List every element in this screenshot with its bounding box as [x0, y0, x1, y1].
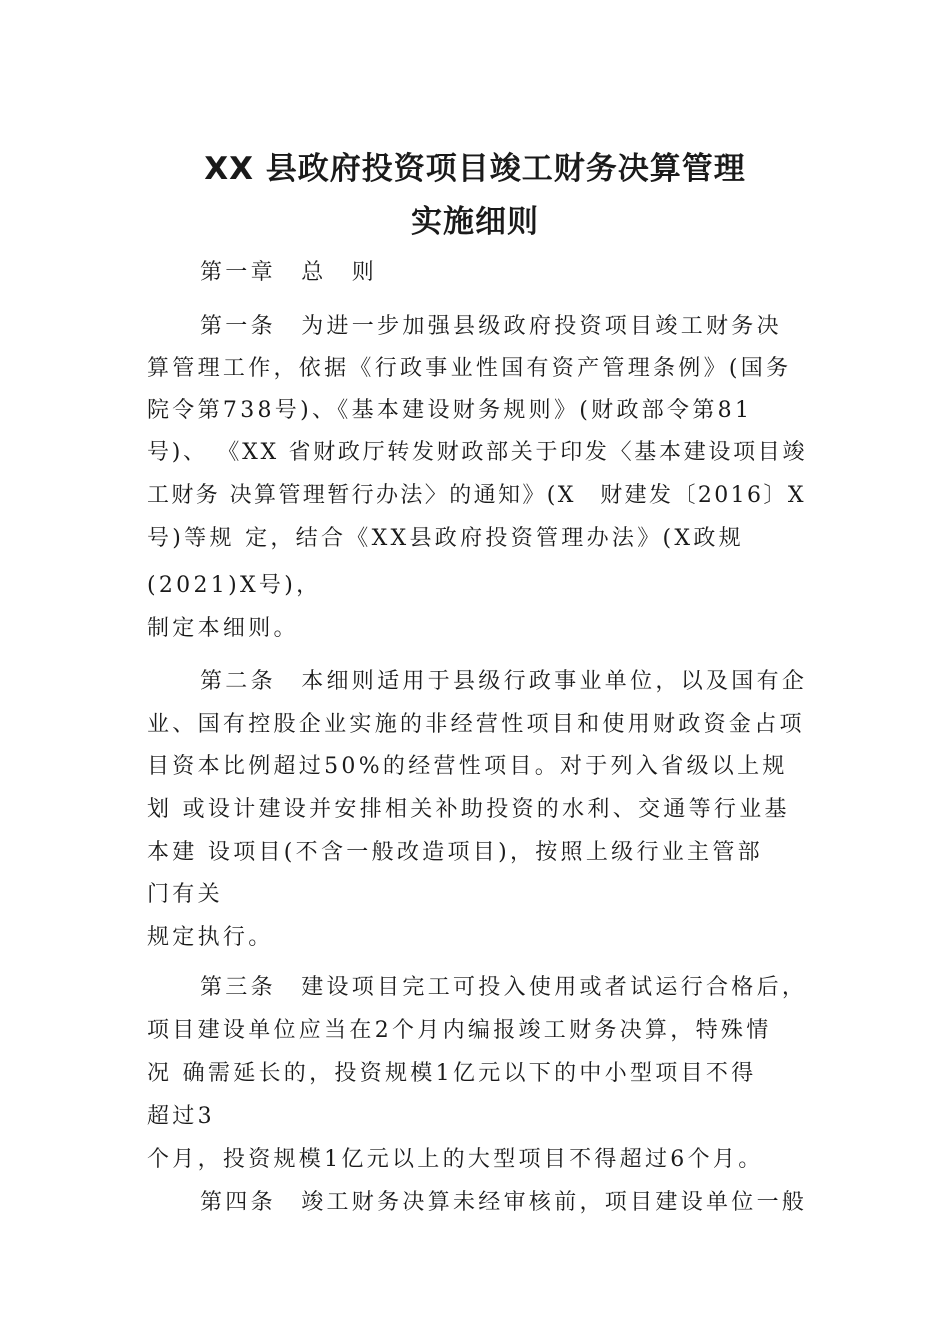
article-2-line: 目资本比例超过50%的经营性项目。对于列入省级以上规 — [147, 754, 788, 779]
article-2-line: 划 或设计建设并安排相关补助投资的水利、交通等行业基 — [147, 797, 790, 822]
document-title-line-1: XX 县政府投资项目竣工财务决算管理 — [204, 151, 746, 187]
article-2-line: 本建 设项目(不含一般改造项目)，按照上级行业主管部 — [147, 840, 763, 865]
article-2-line: 业、国有控股企业实施的非经营性项目和使用财政资金占项 — [147, 712, 805, 737]
article-1-line: 号)等规 定，结合《XX县政府投资管理办法》(X政规 — [147, 526, 744, 551]
article-1-line: 第一条 为进一步加强县级政府投资项目竣工财务决 — [200, 314, 782, 339]
article-3-line: 个月，投资规模1亿元以上的大型项目不得超过6个月。 — [147, 1147, 764, 1172]
document-title-line-2: 实施细则 — [411, 204, 539, 240]
article-3-line: 况 确需延长的，投资规模1亿元以下的中小型项目不得 — [147, 1061, 757, 1086]
article-3-line: 第三条 建设项目完工可投入使用或者试运行合格后， — [200, 975, 808, 1000]
article-2-line: 第二条 本细则适用于县级行政事业单位，以及国有企 — [200, 669, 808, 694]
article-1-line: 号)、 《XX 省财政厅转发财政部关于印发〈基本建设项目竣 — [147, 440, 808, 465]
article-1-line: 算管理工作，依据《行政事业性国有资产管理条例》(国务 — [147, 356, 792, 381]
article-1-line: 工财务 决算管理暂行办法〉的通知》(X 财建发〔2016〕X — [147, 483, 806, 508]
article-1-line: 院令第738号)、《基本建设财务规则》(财政部令第81 — [147, 398, 753, 423]
article-3-line: 超过3 — [147, 1104, 215, 1129]
article-1-line: 制定本细则。 — [147, 616, 299, 641]
chapter-heading: 第一章 总 则 — [200, 260, 378, 285]
article-3-line: 项目建设单位应当在2个月内编报竣工财务决算，特殊情 — [147, 1018, 772, 1043]
article-4-line: 第四条 竣工财务决算未经审核前，项目建设单位一般 — [200, 1190, 808, 1215]
article-2-line: 规定执行。 — [147, 925, 274, 950]
article-2-line: 门有关 — [147, 882, 223, 907]
article-1-line: (2021)X号)， — [147, 573, 322, 598]
